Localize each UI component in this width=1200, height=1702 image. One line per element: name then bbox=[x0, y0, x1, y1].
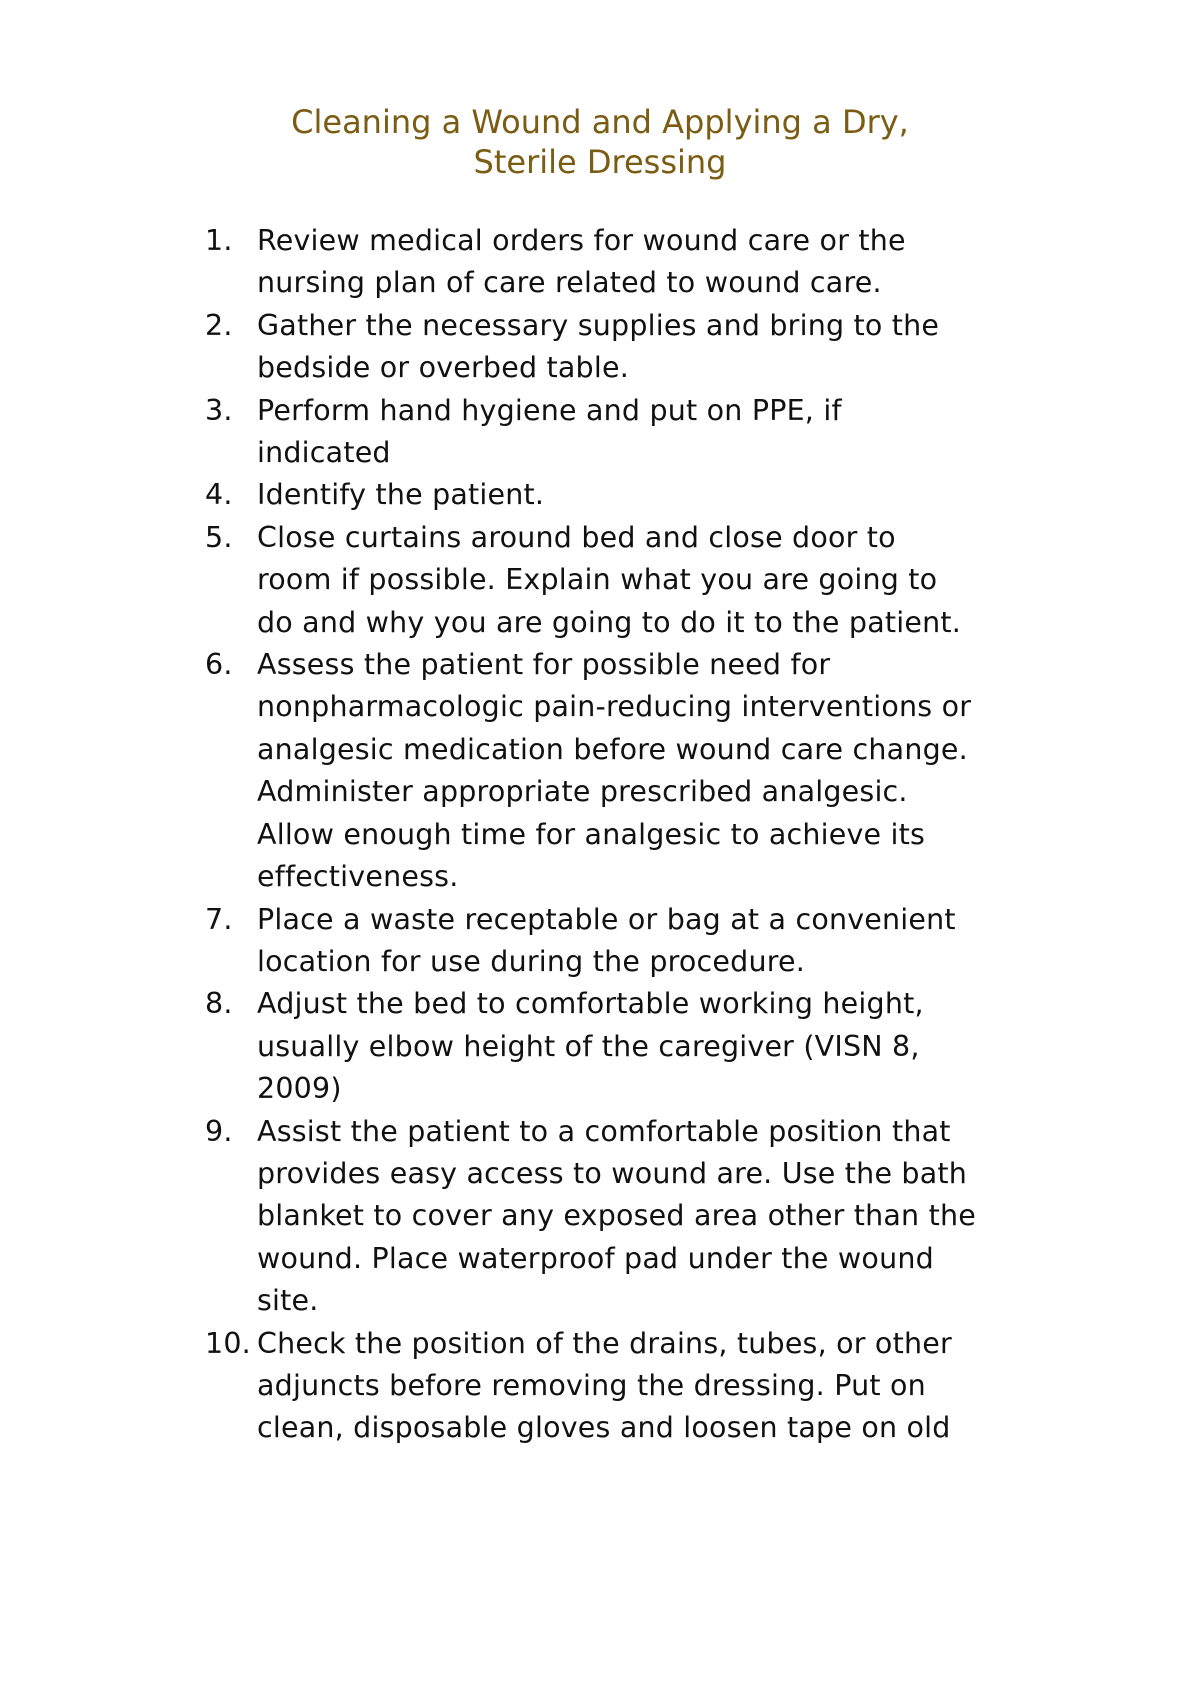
step-item bbox=[205, 474, 1085, 516]
step-number: 1. bbox=[205, 224, 233, 257]
title-line-2: Sterile Dressing bbox=[473, 143, 727, 181]
step-text-line: nursing plan of care related to wound care. bbox=[257, 266, 882, 300]
step-text-line: usually elbow height of the caregiver (VISN 8, bbox=[257, 1029, 920, 1063]
step-text-line: Allow enough time for analgesic to achieve its bbox=[257, 817, 926, 851]
step-text-line: site. bbox=[257, 1284, 319, 1318]
step-item bbox=[205, 1323, 1085, 1450]
step-text-line: Administer appropriate prescribed analgesic. bbox=[257, 775, 908, 809]
step-item bbox=[205, 1111, 1085, 1323]
step-text-line: room if possible. Explain what you are going to bbox=[257, 563, 938, 597]
step-text-line: bedside or overbed table. bbox=[257, 351, 629, 385]
step-number: 8. bbox=[205, 987, 233, 1021]
step-text-line: wound. Place waterproof pad under the wound bbox=[257, 1241, 934, 1275]
step-number: 3. bbox=[205, 393, 233, 427]
step-item bbox=[205, 644, 1085, 898]
step-text-line: Check the position of the drains, tubes, or other bbox=[257, 1326, 952, 1360]
step-text-line: clean, disposable gloves and loosen tape on old bbox=[257, 1411, 951, 1445]
step-number: 7. bbox=[205, 902, 233, 936]
step-item bbox=[205, 517, 1085, 644]
step-text-line: location for use during the procedure. bbox=[257, 944, 805, 978]
step-text-line: Assess the patient for possible need for bbox=[257, 648, 831, 682]
title-line-1: Cleaning a Wound and Applying a Dry, bbox=[291, 103, 909, 141]
page-title bbox=[0, 102, 1200, 182]
step-number: 2. bbox=[205, 308, 233, 342]
step-text-line: effectiveness. bbox=[257, 860, 459, 894]
step-text-line: Perform hand hygiene and put on PPE, if bbox=[257, 393, 842, 427]
step-text-line: adjuncts before removing the dressing. Put on bbox=[257, 1368, 926, 1402]
step-text-line: Review medical orders for wound care or the bbox=[257, 224, 906, 257]
step-text-line: do and why you are going to do it to the patient. bbox=[257, 605, 961, 639]
step-text-line: Close curtains around bed and close door to bbox=[257, 520, 896, 554]
step-text-line: blanket to cover any exposed area other than the bbox=[257, 1199, 976, 1233]
step-item bbox=[205, 390, 1085, 475]
step-number: 5. bbox=[205, 520, 233, 554]
step-number: 4. bbox=[205, 478, 233, 512]
step-text-line: Identify the patient. bbox=[257, 478, 545, 512]
steps-list bbox=[205, 220, 1085, 1450]
step-text-line: Assist the patient to a comfortable position that bbox=[257, 1114, 951, 1148]
step-item bbox=[205, 220, 1085, 305]
step-text-line: Adjust the bed to comfortable working height, bbox=[257, 987, 924, 1021]
step-text-line: nonpharmacologic pain-reducing interventions or bbox=[257, 690, 972, 724]
step-number: 6. bbox=[205, 648, 233, 682]
step-number: 10. bbox=[205, 1326, 251, 1360]
step-text-line: provides easy access to wound are. Use the bath bbox=[257, 1156, 968, 1190]
step-item bbox=[205, 305, 1085, 390]
step-item bbox=[205, 983, 1085, 1110]
step-text-line: indicated bbox=[257, 436, 391, 470]
step-text-line: Gather the necessary supplies and bring to the bbox=[257, 308, 940, 342]
step-item bbox=[205, 899, 1085, 984]
step-text-line: Place a waste receptable or bag at a convenient bbox=[257, 902, 956, 936]
step-text-line: analgesic medication before wound care change. bbox=[257, 732, 968, 766]
step-text-line: 2009) bbox=[257, 1072, 342, 1106]
step-number: 9. bbox=[205, 1114, 233, 1148]
